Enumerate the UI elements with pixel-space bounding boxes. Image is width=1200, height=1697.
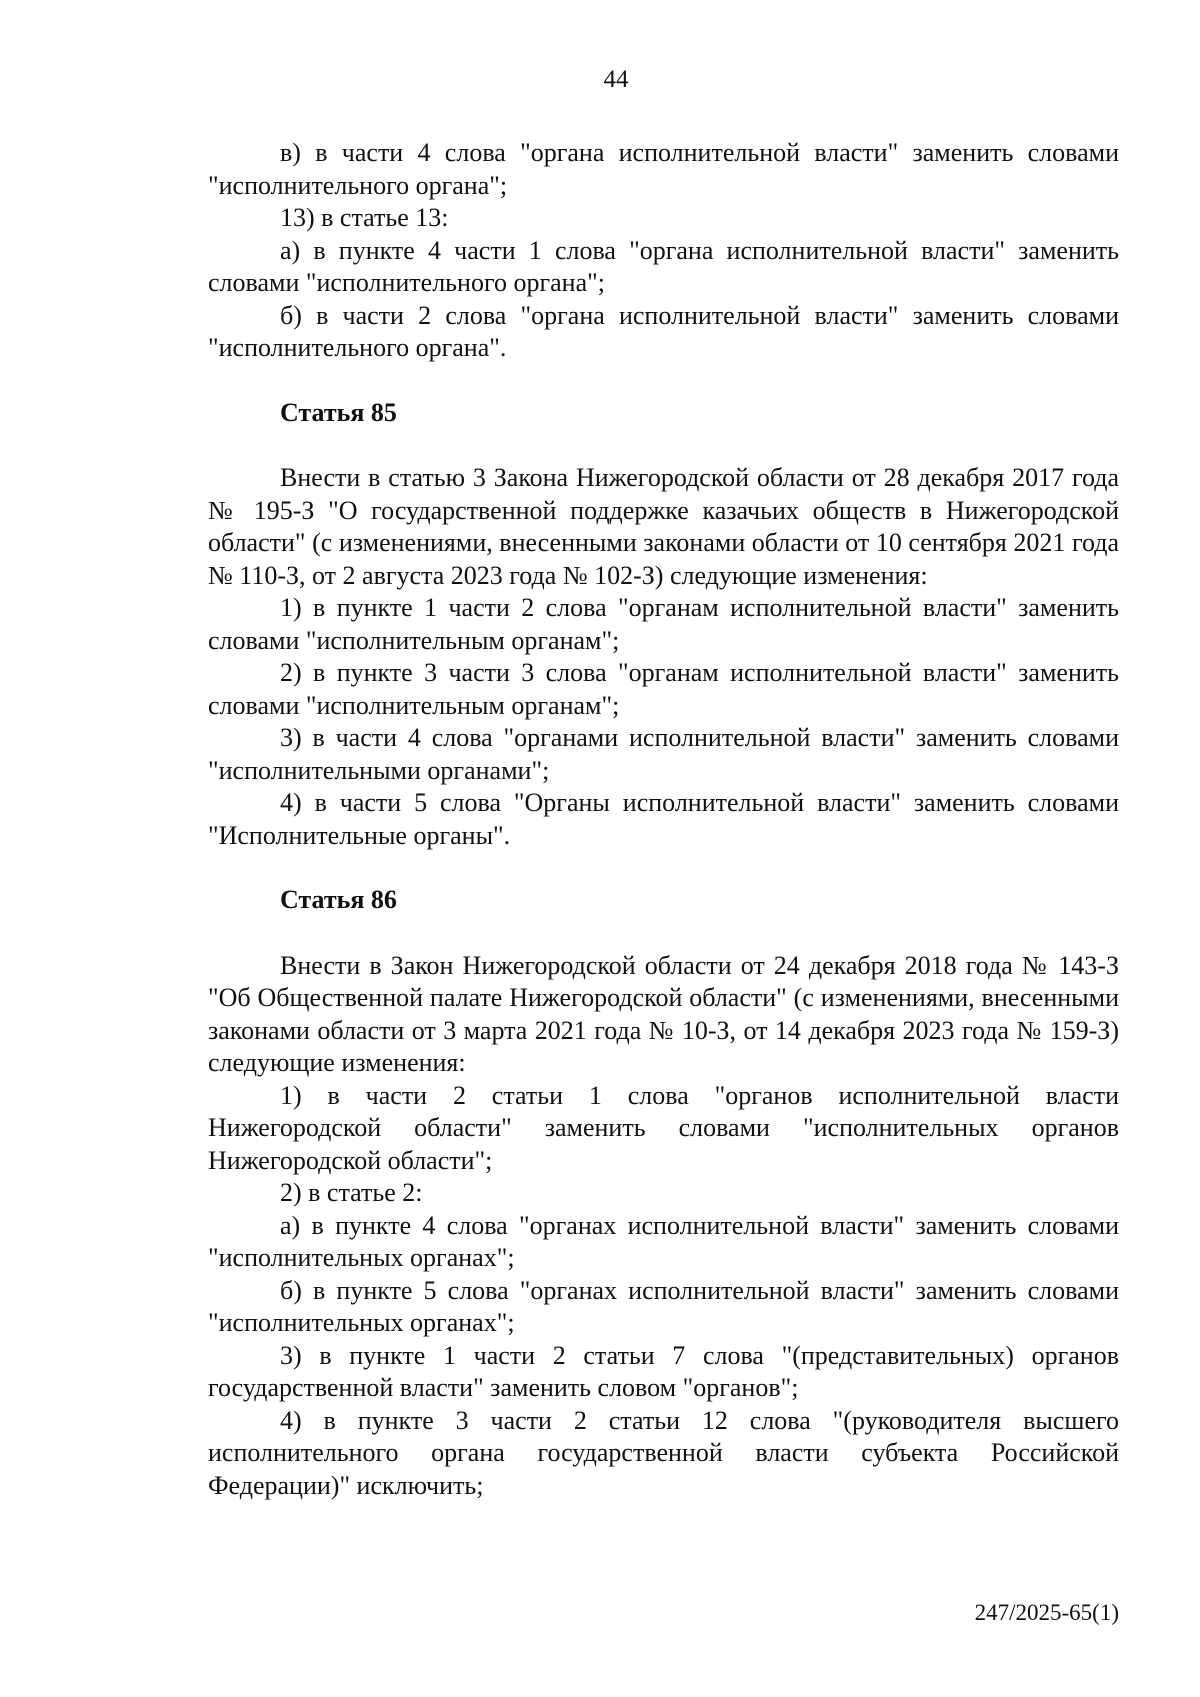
article-86-paragraph: б) в пункте 5 слова "органах исполнительной власти" заменить словами "исполнительных органах";	[208, 1275, 1119, 1337]
article-85-paragraph: Внести в статью 3 Закона Нижегородской области от 28 декабря 2017 года № 195-З "О государственной поддержке казачьих обществ в Нижегородской области" (с изменениями, внесенными законами области от 10 сентября 2021 года № 110-З, от 2 августа 2023 года № 102-З) следующие изменения:	[208, 463, 1119, 590]
spacer	[208, 852, 1119, 884]
article-86-paragraph: 4) в пункте 3 части 2 статьи 12 слова "(руководителя высшего исполнительного органа государственной власти субъекта Российской Федерации)" исключить;	[208, 1405, 1119, 1500]
article-86-paragraph: Внести в Закон Нижегородской области от 24 декабря 2018 года № 143-З "Об Общественной палате Нижегородской области" (с изменениями, внесенными законами области от 3 марта 2021 года № 10-З, от 14 декабря 2023 года № 159-З) следующие изменения:	[208, 950, 1119, 1077]
document-code: 247/2025-65(1)	[974, 1600, 1119, 1625]
article-85-paragraph: 3) в части 4 слова "органами исполнительной власти" заменить словами "исполнительными органами";	[208, 723, 1119, 785]
paragraph: б) в части 2 слова "органа исполнительной власти" заменить словами "исполнительного органа".	[208, 300, 1119, 362]
paragraph: а) в пункте 4 части 1 слова "органа исполнительной власти" заменить словами "исполнительного органа";	[208, 235, 1119, 297]
article-85-paragraph: 1) в пункте 1 части 2 слова "органам исполнительной власти" заменить словами "исполнительным органам";	[208, 593, 1119, 655]
article-85-paragraph: 2) в пункте 3 части 3 слова "органам исполнительной власти" заменить словами "исполнительным органам";	[208, 658, 1119, 720]
article-86-paragraph: 2) в статье 2:	[280, 1178, 423, 1207]
spacer	[208, 429, 1119, 462]
spacer	[208, 365, 1119, 397]
article-85-heading: Статья 85	[280, 397, 397, 427]
article-85-paragraph: 4) в части 5 слова "Органы исполнительной власти" заменить словами "Исполнительные органы".	[208, 788, 1119, 850]
spacer	[208, 917, 1119, 950]
article-86-paragraph: 1) в части 2 статьи 1 слова "органов исполнительной власти Нижегородской области" заменить словами "исполнительных органов Нижегородской области";	[208, 1080, 1119, 1175]
paragraph: в) в части 4 слова "органа исполнительной власти" заменить словами "исполнительного органа";	[208, 138, 1119, 200]
article-86-heading: Статья 86	[280, 885, 397, 914]
paragraph: 13) в статье 13:	[280, 203, 449, 232]
document-body	[208, 137, 1119, 1502]
article-86-paragraph: а) в пункте 4 слова "органах исполнительной власти" заменить словами "исполнительных органах";	[208, 1210, 1119, 1272]
article-86-paragraph: 3) в пункте 1 части 2 статьи 7 слова "(представительных) органов государственной власти" заменить словом "органов";	[208, 1340, 1119, 1402]
page-number: 44	[603, 66, 629, 93]
